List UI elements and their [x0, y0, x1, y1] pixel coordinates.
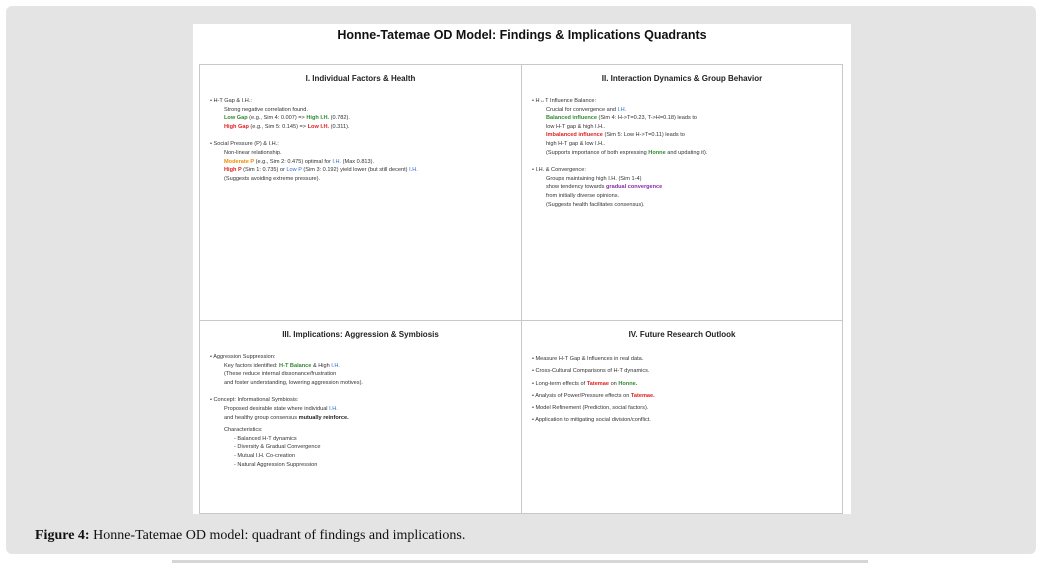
research-item [532, 414, 836, 426]
research-item [532, 378, 836, 390]
text-segment: H-T Balance [279, 362, 313, 369]
text-segment: (0.311). [330, 123, 350, 130]
text-segment: • Model Refinement (Prediction, social factors). [532, 405, 649, 412]
text-segment: & High [312, 362, 332, 369]
text-line: Non-linear relationship. [224, 149, 282, 156]
quadrant-future-research [522, 321, 842, 513]
text-segment: (Max 0.813). [342, 158, 375, 165]
text-line [210, 123, 515, 132]
characteristic-item: - Balanced H-T dynamics [234, 435, 297, 442]
text-segment: and healthy group consensus [224, 414, 299, 421]
text-segment: Low P [286, 167, 304, 174]
quadrant-interaction-dynamics [522, 65, 842, 321]
bullet-heading: • Social Pressure (P) & I.H.: [210, 141, 279, 148]
research-item [532, 402, 836, 414]
text-segment: (0.782). [330, 115, 350, 122]
text-segment: (e.g., Sim 5: 0.145) => [250, 123, 308, 130]
research-item [532, 390, 836, 402]
text-line: (Suggests health facilitates consensus). [546, 201, 645, 208]
bullet-heading: • Concept: Informational Symbiosis: [210, 397, 299, 404]
quadrant-content [532, 97, 836, 209]
text-line [532, 131, 836, 140]
bullet-heading: • Aggression Suppression: [210, 354, 276, 360]
text-segment: Proposed desirable state where individual [224, 405, 330, 412]
figure-image [193, 24, 851, 514]
text-line: Groups maintaining high I.H. (Sim 1-4) [546, 175, 642, 182]
text-line: Characteristics: [224, 427, 263, 434]
text-segment: Honne [648, 149, 668, 156]
text-segment: (Sim 1: 0.735) or [243, 167, 287, 174]
characteristic-item: - Natural Aggression Suppression [234, 461, 318, 468]
quadrant-title: IV. Future Research Outlook [628, 330, 736, 339]
caption-text: Honne-Tatemae OD model: quadrant of findings and implications. [89, 528, 466, 543]
text-segment: Key factors identified: [224, 362, 280, 369]
text-segment: Tatemae [586, 380, 611, 387]
text-line: high H-T gap & low I.H.. [546, 140, 606, 147]
text-segment: High P [224, 167, 244, 174]
text-line: and foster understanding, lowering aggression motives). [224, 379, 363, 386]
figure-caption [35, 528, 465, 544]
text-segment: • Measure H-T Gap & Influences in real data. [532, 356, 644, 362]
text-segment: I.H. [329, 405, 338, 412]
quadrant-content [532, 353, 836, 427]
quadrant-implications [200, 321, 522, 513]
text-segment: show tendency towards [546, 184, 607, 191]
text-line [210, 166, 515, 175]
quadrant-individual-factors [200, 65, 522, 321]
text-segment: I.H. [409, 167, 418, 174]
characteristic-item: - Mutual I.H. Co-creation [234, 452, 295, 459]
text-segment: (Supports importance of both expressing [546, 149, 649, 156]
quadrant-content [210, 353, 515, 469]
text-segment: Tatemae. [630, 392, 655, 399]
caption-label: Figure 4: [35, 528, 90, 543]
text-segment: Imbalanced influence [546, 132, 605, 139]
bullet-heading: • H-T Gap & I.H.: [210, 98, 252, 104]
text-segment: on [610, 380, 619, 387]
quadrant-grid [199, 64, 843, 514]
text-segment: (Sim 3: 0.192) yield lower (but still decent) [303, 167, 410, 174]
text-segment: I.H. [331, 362, 340, 369]
text-segment: and updating it). [667, 149, 708, 156]
text-segment: Crucial for convergence and [546, 106, 618, 113]
text-segment: mutually reinforce. [298, 414, 349, 421]
text-segment: Honne. [618, 380, 638, 387]
text-segment: (Sim 5: Low H->T=0.11) leads to [604, 132, 685, 139]
research-item [532, 365, 836, 377]
text-line [532, 149, 836, 158]
text-line [532, 183, 836, 192]
text-segment: • Application to mitigating social division/conflict. [532, 417, 651, 424]
text-line [210, 414, 515, 423]
characteristic-item: - Diversity & Gradual Convergence [234, 444, 321, 451]
text-line [210, 158, 515, 167]
quadrant-content [210, 97, 515, 183]
text-segment: gradual convergence [606, 184, 663, 191]
text-segment: (Sim 4: H->T=0.23, T->H=0.18) leads to [598, 115, 698, 122]
quadrant-title: I. Individual Factors & Health [305, 74, 416, 83]
text-segment: I.H. [332, 158, 343, 165]
text-segment: High Gap [224, 123, 251, 130]
text-line [210, 405, 515, 414]
text-line [532, 114, 836, 123]
text-segment: Low I.H. [307, 123, 331, 130]
text-segment: High I.H. [306, 115, 331, 122]
text-segment: • Analysis of Power/Pressure effects on [532, 392, 631, 399]
text-segment: (e.g., Sim 2: 0.475) optimal for [255, 158, 333, 165]
text-segment: Moderate P [224, 158, 256, 165]
research-item [532, 353, 836, 365]
text-line [532, 106, 836, 115]
text-segment: Low Gap [224, 115, 250, 122]
text-segment: • Long-term effects of [532, 380, 587, 387]
text-line: Strong negative correlation found. [224, 106, 308, 113]
quadrant-title: III. Implications: Aggression & Symbiosis [282, 330, 439, 339]
figure-title: Honne-Tatemae OD Model: Findings & Implications Quadrants [337, 28, 707, 42]
text-line [210, 362, 515, 371]
text-segment: • Cross-Cultural Comparisons of H-T dynamics. [532, 368, 650, 375]
text-segment: (e.g., Sim 4: 0.007) => [249, 115, 307, 122]
text-line: (These reduce internal dissonance/frustration [224, 371, 337, 378]
bullet-heading: • H↔T Influence Balance: [532, 98, 597, 104]
bullet-heading: • I.H. & Convergence: [532, 167, 586, 174]
text-line: from initially diverse opinions. [546, 192, 620, 199]
quadrant-title: II. Interaction Dynamics & Group Behavior [601, 74, 763, 83]
text-line [210, 114, 515, 123]
text-line: (Suggests avoiding extreme pressure). [224, 175, 321, 182]
text-segment: Balanced influence [546, 115, 599, 122]
text-line: low H-T gap & high I.H.. [546, 123, 606, 130]
text-segment: I.H. [617, 106, 627, 113]
